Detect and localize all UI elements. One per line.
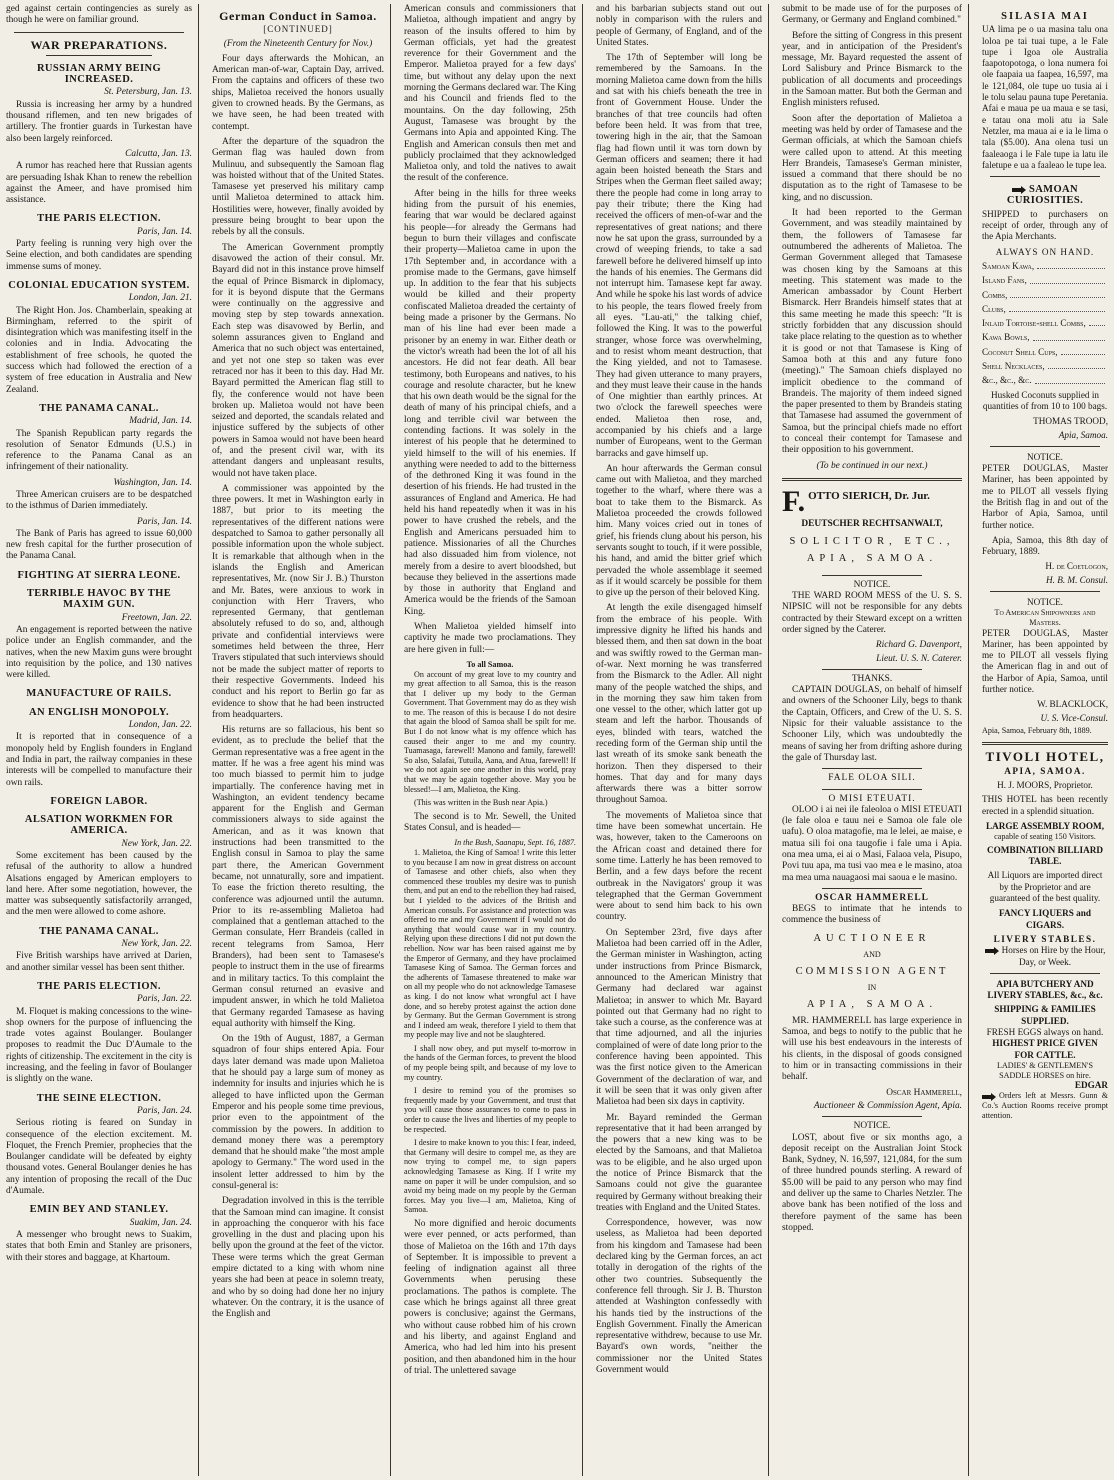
notice-heading: NOTICE. bbox=[853, 579, 891, 590]
article-body: M. Floquet is making concessions to the wine-shop owners for the purpose of influencing the trade votes against Boulanger. Boulanger proposes to readmit the Duc D'Aumale to the rights of citizenship. The excitement in the city is increasing, and the feeling in favor of Boulanger is slightly on the wane. bbox=[6, 1006, 192, 1085]
ad-line-horses: Horses on Hire by the Hour, Day, or Week. bbox=[982, 945, 1108, 968]
notice-body: PETER DOUGLAS, Master Mariner, has been appointed by me to PILOT all vessels flying the British flag in and out of the Harbor of Apia, Samoa, until further notice. bbox=[982, 463, 1108, 530]
signature: W. BLACKLOCK, bbox=[1037, 699, 1108, 710]
notice-body: CAPTAIN DOUGLAS, on behalf of himself and owners of the Schooner Lily, begs to thank the Captain, Officers, and Crew of the U. S. S. Nipsic for their valuable assistance to the Schooner Lily, which was undoubtedly the means of saving her from drifting ashore during the gale of Thursday last. bbox=[782, 685, 962, 763]
column-news-telegrams bbox=[0, 0, 198, 1480]
divider bbox=[822, 768, 922, 769]
article-paragraph: Correspondence, however, was now useless, as Malietoa had been deported from his kingdom and Tamasese had been declared king by the German forces, an act totally in derogation of the rights of the other two countries. Subsequently the conference fell through. Sir J. B. Thurston attended at Washington confessedly with his hands tied by the instructions of the English Government. Finally the American representative withdrew, because to use Mr. Bayard's own words, "neither the commissioner nor the United States Government would bbox=[596, 1218, 762, 1376]
notice-heading: THANKS. bbox=[851, 673, 893, 684]
ad-line: ALWAYS ON HAND. bbox=[995, 246, 1095, 257]
column-rule bbox=[390, 4, 398, 1476]
article-paragraph: The second is to Mr. Sewell, the United States Consul, and is headed— bbox=[404, 811, 576, 834]
ad-line: LADIES' & GENTLEMEN'S SADDLE HORSES on hire. bbox=[997, 1060, 1093, 1080]
dateline: Washington, Jan. 14. bbox=[113, 477, 192, 488]
divider bbox=[822, 575, 922, 576]
article-paragraph: His returns are so fallacious, his bent so evident, as to preclude the belief that the German representative was a free agent in the matter. If he was a free agent his mind was too much biassed to permit him to judge impartially. The conference having met in Washington, an evident tendency became apparent for the English and German commissioners always to side against the American, and as it was known that instructions had been transmitted to the English consul in Samoa to play the same part there, the American Government became, not unnaturally, sore and impatient. To ease the friction thereto resulting, the conference was adjourned until the autumn. Prior to its re-assembling Malietoa had complained that a gentleman attached to the German consulate, Herr Brandeis (called in recent telegrams from Samoa, Herr Branders), had been sent to Tamasese's people to instruct them in the use of firearms and in military tactics. To this complaint the German consul returned an evasive and impudent answer, in which he told Malietoa that Germany regarded Tamasese as having equal authority with himself the King. bbox=[212, 725, 384, 1029]
ad-line: EDGAR bbox=[1074, 1080, 1108, 1091]
dateline: Paris, Jan. 24. bbox=[137, 1105, 192, 1116]
dropcap: F. bbox=[782, 486, 806, 518]
proclamation-text: I shall now obey, and put myself to-morrow in the hands of the German forces, to prevent the blood of my people being spilt, and because of my love to my country. bbox=[404, 1043, 576, 1082]
headline-maxim: TERRIBLE HAVOC BY THE MAXIM GUN. bbox=[26, 588, 172, 611]
notice-heading: NOTICE. bbox=[853, 1121, 891, 1132]
proclamation-heading: In the Bush, Saanapu, Sept. 16, 1887. bbox=[454, 838, 576, 848]
column-german-conduct bbox=[206, 0, 390, 1480]
ad-line: AUCTIONEER bbox=[813, 932, 931, 944]
article-body: Russia is increasing her army by a hundred thousand riflemen, and ten new brigades of artillery. The frontier guards in Turkestan have also been largely reinforced. bbox=[6, 99, 192, 144]
divider bbox=[990, 591, 1100, 592]
ad-line: FANCY LIQUERS and CIGARS. bbox=[999, 908, 1091, 930]
article-body: Party feeling is running very high over the Seine election, and both candidates are spending immense sums of money. bbox=[6, 239, 192, 272]
dateline: Paris, Jan. 14. bbox=[137, 516, 192, 527]
article-paragraph: Before the sitting of Congress in this present year, and in anticipation of the President's message, Mr. Bayard requested the assent of Lord Salisbury and Prince Bismarck to the publication of all documents and proceedings in the Samoan matter. But both the German and English ministers refused. bbox=[782, 30, 962, 109]
column-rule bbox=[198, 4, 206, 1476]
article-paragraph: An hour afterwards the German consul came out with Malietoa, and they marched together to the wharf, where there was a boat to take them to the Bismarck. As Malietoa proceeded the crowds followed him. Many voices cried out in tones of grief, his friends clung about his person, his servants sought to touch, if it were possible, his hand, and amid the bitter grief which pervaded the whole assemblage it seemed as if it would scarcely be possible for them to give up the person of their beloved King. bbox=[596, 463, 762, 599]
notice-body: MR. HAMMERELL has large experience in Samoa, and begs to notify to the public that he will use his best endeavours in the interests of his clients, in the disposal of goods consigned to him or in transacting commissions in their behalf. bbox=[782, 1015, 962, 1083]
headline-emin: EMIN BEY AND STANLEY. bbox=[29, 1204, 169, 1216]
article-paragraph: and his barbarian subjects stand out out nobly in comparison with the rulers and people of Germany, of England, and of the United States. bbox=[596, 4, 762, 48]
ad-line: FRESH EGGS always on hand. bbox=[986, 1027, 1104, 1038]
column-notices bbox=[776, 0, 968, 1480]
signature: Oscar Hammerell, bbox=[886, 1087, 962, 1098]
dateline: Freetown, Jan. 22. bbox=[121, 612, 192, 623]
headline-panama: THE PANAMA CANAL. bbox=[39, 402, 159, 414]
list-item: Shell Necklaces, bbox=[982, 361, 1108, 372]
ad-line: APIA BUTCHERY AND LIVERY STABLES, &c., &c. bbox=[987, 978, 1103, 1001]
article-body: Five British warships have arrived at Darien, and another similar vessel has been sent thither. bbox=[6, 951, 192, 973]
proclamation-text: I desire to make known to you this: I fear, indeed, that Germany will desire to compel me, as they are now trying to compel me, to sign papers acknowledging Tamasese as King. If I write my name on paper it will be under compulsion, and so avoid my being made on my people by the German forces. May you live—I am, Malietoa, King of Samoa. bbox=[404, 1138, 576, 1215]
divider bbox=[822, 669, 922, 670]
list-item: Kawa Bowls, bbox=[982, 332, 1108, 343]
signature: Richard G. Davenport, bbox=[875, 640, 962, 651]
curio-list bbox=[982, 261, 1108, 387]
article-body: Serious rioting is feared on Sunday in consequence of the election excitement. M. Floquet, the French Premier, prophecies that the Boulanger candidate will be defeated by eighty thousand votes. General Boulanger denies he has any intention of proposing the recall of the Duc d'Aumale. bbox=[6, 1118, 192, 1197]
pointing-hand-icon bbox=[982, 1093, 996, 1101]
ad-heading-curiosities: SAMOAN CURIOSITIES. bbox=[1006, 184, 1084, 207]
article-paragraph: Mr. Bayard reminded the German representative that it had been arranged by the powers that a new king was to be elected by the Samoans, and that Malietoa was to be eligible, and he also urged upon the notice of Prince Bismarck that the Samoans could not give the guarantee required by Germany without breaking their treaties with England and the United States. bbox=[596, 1112, 762, 1213]
list-item: Combs, bbox=[982, 290, 1108, 301]
ad-line: SHIPPING & FAMILIES SUPPLIED. bbox=[994, 1004, 1096, 1026]
dateline: St. Petersburg, Jan. 13. bbox=[104, 87, 192, 98]
article-paragraph: The 17th of September will long be remembered by the Samoans. In the morning Malietoa came down from the hills and sat with his chiefs beneath the tree in front of Government House. Under the branches of that tree councils had often before been held. It was from that tree, towering high in the air, that the Samoan flag had flown until it was torn down by German officers and seamen; there it had again been hoisted beneath the Stars and Stripes when the German fleet sailed away; there the people had come in long array to pay their tribute; there the King had received the officers of men-of-war and the representatives of great nations; and there now he sat upon the grass, surrounded by a crowd of weeping friends, to take a sad farewell before he delivered himself up into the hands of his enemies. The Germans did not interrupt him. Tamasese kept far away. And while he spoke his last words of advice to his people, the tears flowed freely from all eyes. "Lau-ati," the talking chief, followed the King. It was to the powerful stranger, whose force was overwhelming, and to resist whom meant destruction, that the King yielded, and not to Tamasese. They had given utterance to many prayers, and they must leave their cause in the hands of One mightier than earthly princes. At two o'clock the farewell speeches were ended. Malietoa then rose, and, accompanied by his chiefs and a large number of Europeans, went to the German barracks and gave himself up. bbox=[596, 53, 762, 459]
divider bbox=[782, 478, 962, 481]
headline-paris-election-2: THE PARIS ELECTION. bbox=[37, 980, 161, 992]
notice-heading: O MISI ETEUATI. bbox=[828, 793, 916, 804]
ad-line: LIVERY STABLES. bbox=[993, 933, 1097, 944]
notice-body: PETER DOUGLAS, Master Mariner, has been appointed by me to PILOT all vessels flying the American flag in and out of the Harbor of Apia, Samoa, until further notice. bbox=[982, 627, 1108, 695]
article-paragraph: It had been reported to the German Government, and was steadily maintained by them, the followers of Tamasese far outnumbered the adherents of Malietoa. The German Government alleged that Tamasese was chosen king by the Samoans at this meeting. This statement was made to the American ambassador by Count Herbert Bismarck. Herr Brandeis himself states that at this same meeting he made this speech: "It is strictly forbidden that any discussion should take place relating to the question as to whether it is good or not that Tamasese is King of Samoa both at this and any future fono (meeting)." The Samoan chiefs displayed no implicit obedience to the command of Brandeis. The majority of them indeed signed the paper presented to them by Brandeis stating that Tamasese had assumed the government of Samoa, but the principal chiefs made no effort to conceal their contempt for Tamasese and their opposition to his government. bbox=[782, 208, 962, 456]
divider bbox=[982, 742, 1108, 745]
article-body: The Spanish Republican party regards the resolution of Senator Edmunds (U.S.) in reference to the Panama Canal as an infringement of their nationality. bbox=[6, 428, 192, 473]
signature: THOMAS TROOD, bbox=[1033, 416, 1108, 427]
lead-text: ged against certain contingencies as surely as though he were on familiar ground. bbox=[6, 4, 192, 26]
ad-line: APIA, SAMOA. bbox=[806, 553, 938, 565]
pointing-hand-icon bbox=[985, 947, 999, 955]
notice-heading: NOTICE. bbox=[1027, 451, 1063, 462]
notice-date: Apia, Samoa, February 8th, 1889. bbox=[982, 725, 1092, 735]
notice-body: Apia, Samoa, this 8th day of February, 1889. bbox=[982, 534, 1108, 557]
article-body: A rumor has reached here that Russian agents are persuading Ishak Khan to renew the rebellion against the Ameer, and have promised him assistance. bbox=[6, 161, 192, 206]
dateline: Madrid, Jan. 14. bbox=[129, 416, 192, 427]
article-body: Three American cruisers are to be despatched to the isthmus of Darien immediately. bbox=[6, 489, 192, 512]
column-german-conduct-cont-2 bbox=[590, 0, 768, 1480]
continued-label: [CONTINUED] bbox=[263, 24, 333, 35]
column-rule bbox=[582, 4, 590, 1476]
ad-otto-sierich bbox=[782, 487, 962, 571]
list-item: Coconut Shell Cups, bbox=[982, 347, 1108, 358]
article-paragraph: On September 23rd, five days after Malietoa had been carried off in the Adler, the German minister in Washington, acting under instructions from Prince Bismarck, announced to the American Ministry that Germany had declared war against Malietoa; in answer to which Mr. Bayard pointed out that Germany had no right to take such a course, as the conference was at that time adjourned, and all the injuries complained of were of date long prior to the conference having been appointed. This was the first notice given to the American Government of the declaration of war, and it will be seen that it was only given after Malietoa had been six days in captivity. bbox=[596, 927, 762, 1108]
column-rule bbox=[968, 4, 976, 1476]
notice-heading: OSCAR HAMMERELL bbox=[815, 892, 929, 903]
ad-line: APIA, SAMOA. bbox=[806, 998, 938, 1010]
article-paragraph: Soon after the deportation of Malietoa a meeting was held by order of Tamasese and the German officials, at which the Samoan chiefs were called upon to attend. At this meeting Herr Brandeis, Tamasese's German minister, issued a command that there should be no disputation as to the right of Tamasese to be king, and no discussion. bbox=[782, 113, 962, 203]
notice-subheading: To American Shipowners and Masters. bbox=[994, 608, 1096, 627]
headline-paris-election: THE PARIS ELECTION. bbox=[37, 213, 161, 225]
headline-war: WAR PREPARATIONS. bbox=[30, 37, 168, 52]
ad-line: COMBINATION BILLIARD TABLE. bbox=[987, 844, 1103, 867]
ad-line: DEUTSCHER RECHTSANWALT, bbox=[801, 518, 943, 529]
pointing-hand-icon bbox=[1012, 186, 1026, 194]
headline-monopoly: AN ENGLISH MONOPOLY. bbox=[29, 706, 169, 718]
dateline: Paris, Jan. 14. bbox=[137, 226, 192, 237]
article-body: An engagement is reported between the native police under an English commander, and the natives, when the new Maxim guns were brought into requisition by the police, and 130 natives were killed. bbox=[6, 624, 192, 681]
divider bbox=[822, 1116, 922, 1117]
ad-line-orders: Orders left at Messrs. Gunn & Co.'s Auction Rooms receive prompt attention. bbox=[982, 1091, 1108, 1120]
article-paragraph: No more dignified and heroic documents were ever penned, or acts performed, than those of Malietoa on the 16th and 17th days of September. It is impossible to prevent a feeling of indignation against all three Governments when perusing these proclamations. The pathos is complete. The case which he brings against all three great powers is conclusive; against the Germans, who without cause robbed him of his crown and his liberty, and against England and America, who had led him into his present position, and then abandoned him in the hour of trial. The unlettered savage bbox=[404, 1218, 576, 1376]
signature: Lieut. U. S. N. Caterer. bbox=[876, 653, 962, 664]
headline-german-conduct: German Conduct in Samoa. bbox=[219, 9, 377, 23]
ad-line: APIA, SAMOA. bbox=[1004, 765, 1086, 776]
headline-alsation: ALSATION WORKMEN FOR AMERICA. bbox=[24, 814, 174, 837]
headline-panama-2: THE PANAMA CANAL. bbox=[39, 925, 159, 937]
notice-heading: FALE OLOA SILI. bbox=[828, 773, 916, 784]
ad-title-tivoli: TIVOLI HOTEL, bbox=[985, 748, 1105, 764]
continued-note: (To be continued in our next.) bbox=[816, 460, 928, 471]
signature: Auctioneer & Commission Agent, Apia. bbox=[813, 1100, 962, 1111]
source-note: (From the Nineteenth Century for Nov.) bbox=[223, 38, 373, 49]
dateline: Calcutta, Jan. 13. bbox=[125, 148, 192, 159]
proclamation-note: (This was written in the Bush near Apia.) bbox=[414, 798, 548, 808]
divider bbox=[822, 789, 922, 790]
list-item: Clubs, bbox=[982, 304, 1108, 315]
ad-body: THIS HOTEL has been recently erected in a splendid situation. bbox=[982, 794, 1108, 816]
column-german-conduct-cont bbox=[398, 0, 582, 1480]
proclamation-text: 1. Malietoa, the King of Samoa! I write this letter to you because I am now in great distress on account of Tamasese and other chiefs, also when they commenced these troubles my desire was to punish them, and put an end to the rebellion they had raised, but I yielded to the advices of the British and American consuls. For assistance and protection was offered to me and my Government if I would not do anything that would cause war in my country. Relying upon these directions I did not put down the rebellion. Now war has been raised against me by the Emperor of Germany, and they have proclaimed Tamasese King of Samoa. The German forces and the adherents of Tamasese threatened to make war on all my people who do not acknowledge Tamasese as king. I do not know what wrongful act I have done, and so hereby protest against the action done by Germany. But the German Government is strong and I indeed am weak, therefore I yield to them that my people may live and not be slaughtered. bbox=[404, 848, 576, 1040]
article-paragraph: On the 19th of August, 1887, a German squadron of four ships entered Apia. Four days later demand was made upon Malietoa that he should pay a large sum of money as indemnity for insults and injuries which he is alleged to have inflicted upon the German Emperor and his people some time previous, prior even to the appointment of the commission by the powers. In addition to demand money there was a peremptory demand that he should make "the most ample apology to Germany." The word used in the insolent letter addressed to him by the consul-general is: bbox=[212, 1034, 384, 1191]
article-body: The Right Hon. Jos. Chamberlain, speaking at Birmingham, referred to the spirit of disintegration which was manifesting itself in the colonies and in India. Advocating the establishment of free schools, he quoted the success which had followed the erection of a system of free education in Australia and New Zealand. bbox=[6, 305, 192, 395]
divider bbox=[822, 888, 922, 889]
signature: H. de Coetlogon, bbox=[1045, 561, 1108, 572]
divider bbox=[46, 55, 152, 56]
article-paragraph: submit to be made use of for the purposes of Germany, or Germany and England combined." bbox=[782, 4, 962, 26]
list-item: Island Fans, bbox=[982, 275, 1108, 286]
article-paragraph: After being in the hills for three weeks hiding from the pursuit of his enemies, fearing that war would be declared against his people—for already the Germans had begun to burn their villages and confiscate their property—Malietoa came in upon the 17th September and, in accordance with a promise made to the Germans, gave himself up. In addition to the fear that his subjects would be killed and their property confiscated Malietoa dreaded the certainty of being made a prisoner by the Germans. No man of his line had ever been made a prisoner by an enemy in war. Either death or the victor's wreath had been the lot of all his ancestors. He did not fear death. All bear testimony, both Europeans and natives, to his courage and resolute character, but he knew that his own death would be the signal for the death of many of his principal chiefs, and a long and terrible civil war between the contending factions. It was solely in the interest of his people that he determined to yield himself to the will of his enemies. If anything were needed to add to the bitterness of the dethroned King it was found in the desertion of his friends. He had trusted in the assurances of England and America. He had held his hand repeatedly when it was in his power to have crushed the rebels, and the English and Americans persuaded him to patience. Missionaries of all the Churches had also dissuaded him from violence, not merely from a desire to avert bloodshed, but because they believed in the assertions made by those in authority that England and America would be the friends of the Samoan King. bbox=[404, 188, 576, 617]
article-paragraph: After the departure of the squadron the German flag was hauled down from Mulinuu, and subsequently the Samoan flag was hoisted without that of the United States. Tamasese yet preserved his military camp until Malietoa determined to attack him. Hostilities were, however, finally avoided by pressure being brought to bear upon the rebels by all the consuls. bbox=[212, 136, 384, 238]
article-body: It is reported that in consequence of a monopoly held by English founders in England and India in part, the railway companies in these interests will be compelled to manufacture their own rails. bbox=[6, 732, 192, 788]
divider bbox=[14, 32, 184, 33]
article-body: The Bank of Paris has agreed to issue 60,000 new fresh capital for the further prosecution of the Panama Canal. bbox=[6, 528, 192, 562]
column-advertisements bbox=[976, 0, 1114, 1480]
ad-line: capable of seating 150 Visitors. bbox=[994, 832, 1096, 842]
article-paragraph: American consuls and commissioners that Malietoa, although impatient and angry by reason of the insults offered to him by German officials, yet had the greatest reverence for their Government and the Emperor. Malietoa prayed for a few days' time, but without any delay upon the next morning the Germans declared war. The King and his Council and friends fled to the mountains. On the day following, 25th August, Tamasese was brought by the Germans into Apia and appointed King. The English and American consuls then met and publicly proclaimed that they acknowledged Malietoa only, and told the natives to await the result of the conference. bbox=[404, 4, 576, 184]
ad-line: COMMISSION AGENT bbox=[795, 965, 949, 977]
ad-line: LARGE ASSEMBLY ROOM, bbox=[985, 821, 1104, 831]
dateline: New York, Jan. 22. bbox=[121, 939, 192, 950]
ad-line: H. J. MOORS, Proprietor. bbox=[997, 780, 1093, 791]
article-paragraph: Four days afterwards the Mohican, an American man-of-war, Captain Day, arrived. From the captains and officers of these two ships, Malietoa received the honors usually given to crowned heads. By the Germans, as we have seen, he had been treated with contempt. bbox=[212, 53, 384, 132]
proclamation-text: I desire to remind you of the promises so frequently made by your Government, and trust that you will cause those assurances to come to pass in order to cause the lives and liberties of my people to be respected. bbox=[404, 1086, 576, 1134]
headline-colonial: COLONIAL EDUCATION SYSTEM. bbox=[8, 279, 190, 291]
dateline: Suakim, Jan. 24. bbox=[129, 1217, 192, 1228]
dateline: New York, Jan. 22. bbox=[121, 838, 192, 849]
column-rule bbox=[768, 4, 776, 1476]
ad-name: OTTO SIERICH, Dr. Jur. bbox=[808, 489, 930, 502]
article-paragraph: The movements of Malietoa since that time have been somewhat uncertain. He was, however, taken to the Cameroons on the African coast and detained there for some time. Latterly he has been removed to Berlin, and a few days before the recent outbreak in the Navigators' group it was telegraphed that the German Government were about to send him back to his own country. bbox=[596, 810, 762, 923]
list-item: Inlaid Tortoise-shell Combs, bbox=[982, 318, 1108, 329]
list-item: Samoan Kawa, bbox=[982, 261, 1108, 272]
headline-sierra-leone: FIGHTING AT SIERRA LEONE. bbox=[17, 569, 181, 581]
article-body: A messenger who brought news to Suakim, states that both Emin and Stanley are prisoners, with their stores and baggage, at Khartoum. bbox=[6, 1229, 192, 1263]
dateline: London, Jan. 21. bbox=[128, 293, 192, 304]
headline-foreign-labor: FOREIGN LABOR. bbox=[50, 795, 148, 807]
divider bbox=[990, 176, 1100, 177]
ad-body: Husked Coconuts supplied in quantities of from 10 to 100 bags. bbox=[982, 389, 1108, 411]
headline-seine: THE SEINE ELECTION. bbox=[36, 1092, 162, 1104]
notice-body: OLOO i ai nei ile faleoloa o MISI ETEUATI (le fale oloa e tauu nei e Samoa ole fale ole uafu). O oloa matagofie, ma le lelei, ae maise, e matua sili foi ona taugofie i fale uma i Apia. ona mea uma, ei ai o Masi, Falaoa vela, Pisupo, Povi tuu apa, ma tusi vao mea e le masino, atoa ma mea uma nauagaosi mai saoua e le masino. bbox=[782, 804, 962, 883]
ad-line: IN bbox=[867, 982, 877, 992]
ad-line: AND bbox=[863, 950, 881, 960]
notice-heading: NOTICE. bbox=[1027, 597, 1063, 608]
signature: H. B. M. Consul. bbox=[1045, 574, 1108, 585]
list-item: &c., &c., &c. bbox=[982, 375, 1108, 386]
article-body: Some excitement has been caused by the refusal of the authority to allow a hundred Alsations engaged by American employers to land here. After some negotiation, however, the matter was subsequently satisfactorily arranged, and the men were allowed to come ashore. bbox=[6, 851, 192, 918]
article-paragraph: A commissioner was appointed by the three powers. It met in Washington early in 1887, but prior to its meeting the representatives of the different nations were despatched to Samoa to gather personally all possible information upon the whole subject. It is remarkable that although when in the islands the English and American representatives, Mr. (now Sir J. B.) Thurston and Mr. Bates, were anxious to work in conjunction with Herr Travers, who represented Germany, that gentleman absolutely refused to do so, and, although private and confidential interviews were sometimes held between the three, Herr Travers stipulated that such interviews should not be made the subject matter of reports to their respective Governments. Indeed his conduct and his report to Berlin go far as evidence to show that he had been instructed from headquarters. bbox=[212, 483, 384, 720]
headline-russia: RUSSIAN ARMY BEING INCREASED. bbox=[36, 62, 162, 86]
headline-rails: MANUFACTURE OF RAILS. bbox=[26, 688, 172, 700]
signature: U. S. Vice-Consul. bbox=[1040, 712, 1108, 723]
notice-body: BEGS to intimate that he intends to commence the business of bbox=[782, 904, 962, 926]
ad-heading: SILASIA MAI bbox=[1001, 11, 1089, 22]
notice-body: LOST, about five or six months ago, a deposit receipt on the Australian Joint Stock Bank, Sydney, N. 16,597, 121,084, for the sum of three hundred pounds sterling. A reward of $5.00 will be paid to any person who may find and deliver up the same to Charles Netzler. The above bank has been notified of the loss and therefore payment of the same has been stopped. bbox=[782, 1132, 962, 1233]
divider bbox=[990, 446, 1100, 447]
article-paragraph: Degradation involved in this is the terrible that the Samoan mind can imagine. It consist in approaching the conqueror with his face grovelling in the dust and placing upon his belly upon the ground at the feet of the victor. These were terms which the great German empire dictated to a king with whom nine years she had been at peace in solemn treaty, and who by so doing had done her no injury whatever. On the contrary, it is the usance of the English and bbox=[212, 1196, 384, 1320]
ad-body: SHIPPED to purchasers on receipt of order, through any of the Apia Merchants. bbox=[982, 208, 1108, 242]
article-paragraph: When Malietoa yielded himself into captivity he made two proclamations. They are here given in full:— bbox=[404, 622, 576, 655]
ad-line: HIGHEST PRICE GIVEN FOR CATTLE. bbox=[992, 1038, 1098, 1060]
divider bbox=[990, 973, 1100, 974]
proclamation-address: To all Samoa. bbox=[466, 659, 514, 669]
ad-line: SOLICITOR, ETC., bbox=[789, 536, 955, 548]
dateline: London, Jan. 22. bbox=[128, 720, 192, 731]
article-paragraph: The American Government promptly disavowed the action of their consul. Mr. Bayard did not in this instance prove himself the equal of Prince Bismarck in diplomacy, for it is beyond dispute that the Germans were continually on the aggressive and moving step by step towards annexation. Each step was disavowed by Berlin, and solemn assurances given to England and America that no such object was entertained, and yet not one step so taken was ever retraced nor has it been to this day. Had Mr. Bayard permitted the American flag still to fly, the conference would not have been broken up. Malietoa would not have been seized and deported, the scandals related and injustice suffered by the subjects of other powers in Samoa would not have been heard of, and the present civil war, with its attendant dangers and unpleasant results, would not have taken place. bbox=[212, 242, 384, 479]
notice-body: THE WARD ROOM MESS of the U. S. S. NIPSIC will not be responsible for any debts contracted by their Steward except on a written order signed by the Caterer. bbox=[782, 591, 962, 635]
proclamation-text: On account of my great love to my country and my great affection to all Samoa, this is the reason that I deliver up my body to the German Government. That Government may do as they wish to me. The reason of this is because I do not desire that again the blood of Samoa shall be spilt for me. But I do not know what is my offence which has caused their anger to me and my country. Tuamasaga, farewell! Manono and family, farewell! So also, Salafai, Tutuila, Aana, and Atua, farewell! If we do not again see one another in this world, pray that we may be again together above. May you be blessed!—I am, Malietoa, the King. bbox=[404, 669, 576, 794]
ad-body: All Liquors are imported direct by the Proprietor and are guaranteed of the best quality. bbox=[987, 870, 1103, 904]
dateline: Paris, Jan. 22. bbox=[137, 994, 192, 1005]
ad-body: UA lima pe o ua masina talu ona loloa pe tai tuai tupe, a le Fale tupe i Igoa ole Australia faapotopotoga, o lona numera foi ole faapaia ua faapea, 16,597, ma le 121,084, ole tupe uo tusia ai i le tolu selau pauna tupe Peretania. Afai e maua pe ua maua e se tasi, e tatau ona moli atu ia Sale Netzler, ma maua ai e ia le lima o tala ($5.00). Ana olena tusi un faaleaoga i le Fale tupe ia latu ile faletupe e ua a faaleao le tupe lea. bbox=[982, 24, 1108, 170]
article-paragraph: At length the exile disengaged himself from the embrace of his people. With impressive dignity he lifted his hands and blessed them, and then sat down in the boat and was swiftly rowed to the German man-of-war. Next morning he was transferred from the Bismarck to the Adler. All night many of the people watched the ships, and in the morning they saw him taken from one vessel to the other, which latter got up steam and left the harbor. Thousands of eyes, blinded with tears, watched the receding form of the German ship until the last wreath of its smoke sank beneath the horizon. Then they dispersed to their homes. That day and for many days afterwards there was a bitter sorrow throughout Samoa. bbox=[596, 603, 762, 806]
signature: Apia, Samoa. bbox=[1058, 429, 1108, 440]
